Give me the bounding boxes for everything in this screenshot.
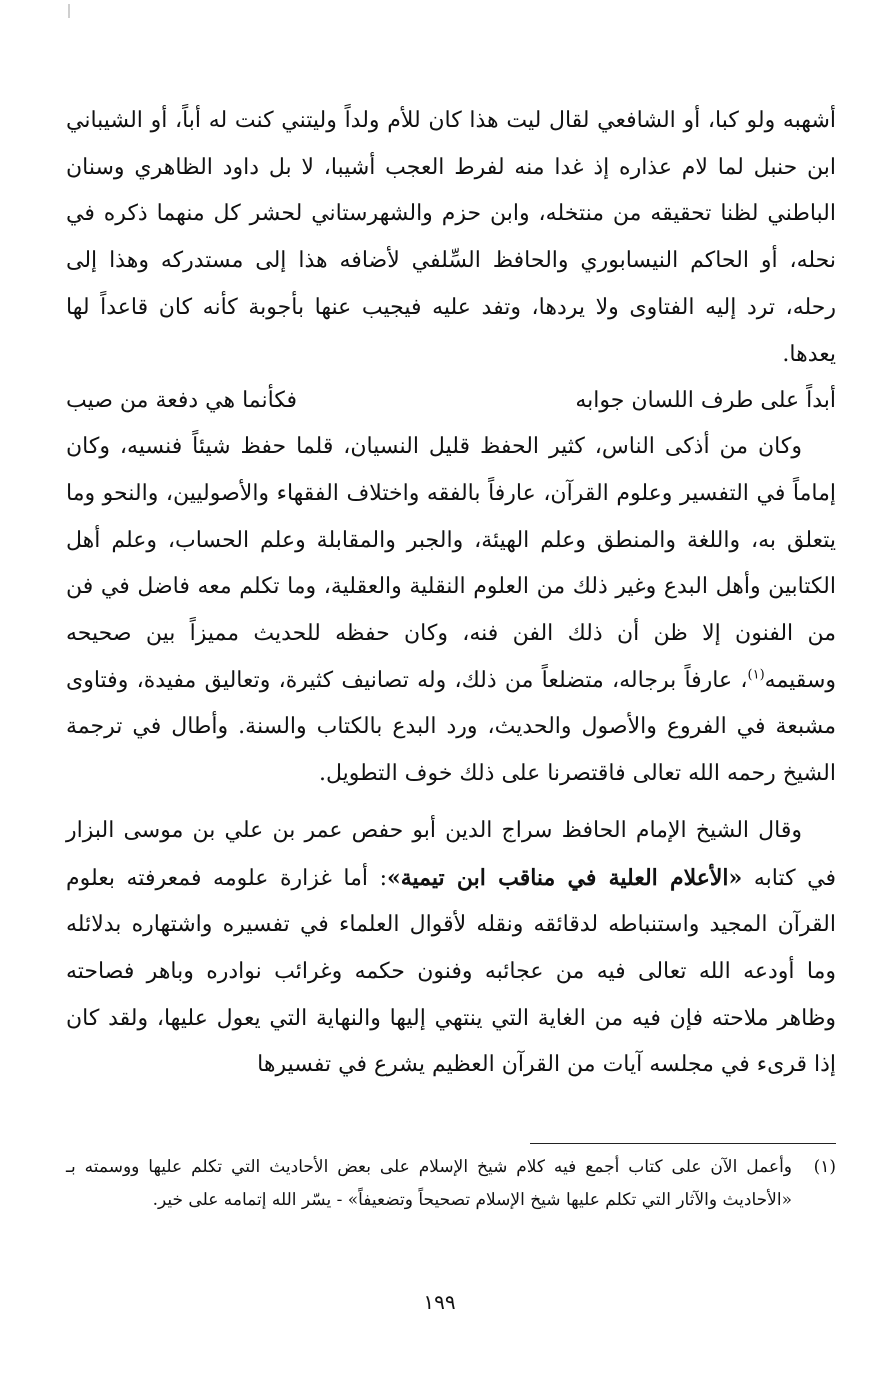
paragraph-3-part-1: وقال الشيخ الإمام الحافظ سراج الدين أبو حفص عمر بن علي بن موسى البزار في كتابه [66,817,836,891]
verse-first-hemistich: أبداً على طرف اللسان جوابه [575,388,836,414]
paragraph-2 [66,424,836,798]
paragraph-2-part-2: ، عارفاً برجاله، متضلعاً من ذلك، وله تصانيف كثيرة، وتعاليق مفيدة، وفتاوى مشبعة في الفروع والأصول والحديث، ورد البدع بالكتاب والسنة. وأطال في ترجمة الشيخ رحمه الله تعالى فاقتصرنا على ذلك خوف التطويل. [66,667,836,787]
scan-mark [68,4,70,18]
poetry-verse [66,378,836,424]
footnote-number: (١) [813,1157,836,1177]
book-title: «الأعلام العلية في مناقب ابن تيمية» [387,864,743,891]
verse-second-hemistich: فكأنما هي دفعة من صيب [66,388,297,414]
footnote-separator [530,1143,836,1144]
footnote-text: وأعمل الآن على كتاب أجمع فيه كلام شيخ الإسلام على بعض الأحاديث التي تكلم عليها ووسمته بـ «الأحاديث والآثار التي تكلم عليها شيخ الإسلام تصحيحاً وتضعيفاً» - يسّر الله إتمامه على خير. [66,1157,792,1210]
page-number: ١٩٩ [423,1290,456,1314]
paragraph-2-part-1: وكان من أذكى الناس، كثير الحفظ قليل النسيان، قلما حفظ شيئاً فنسيه، وكان إماماً في التفسير وعلوم القرآن، عارفاً بالفقه واختلاف الفقهاء والأصوليين، والنحو وما يتعلق به، واللغة والمنطق وعلم الهيئة، والجبر والمقابلة وعلم الحساب، وعلم أهل الكتابين وأهل البدع وغير ذلك من العلوم النقلية والعقلية، وما تكلم معه فاضل في فن من الفنون إلا ظن أن ذلك الفن فنه، وكان حفظه للحديث مميزاً بين صحيحه وسقيمه [66,434,836,693]
footnotes [66,1151,836,1217]
footnote-reference: (١) [747,667,765,683]
main-text [66,98,836,1089]
footnote-1 [66,1151,836,1217]
paragraph-3-part-2: : أما غزارة علومه فمعرفته بعلوم القرآن المجيد واستنباطه لدقائقه ونقله لأقوال العلماء في تفسيره واشتهاره بدلائله وما أودعه الله تعالى فيه من عجائبه وفنون حكمه وغرائب نوادره وباهر فصاحته وظاهر ملاحته فإن فيه من الغاية التي ينتهي إليها والنهاية التي يعول عليها، ولقد كان إذا قرىء في مجلسه آيات من القرآن العظيم يشرع في تفسيرها [66,865,836,1078]
paragraph-3 [66,808,836,1089]
paragraph-1: أشهبه ولو كبا، أو الشافعي لقال ليت هذا كان للأم ولداً وليتني كنت له أباً، أو الشيباني ابن حنبل لما لام عذاره إذ غدا منه لفرط العجب أشيبا، لا بل داود الظاهري وسنان الباطني لظنا تحقيقه من منتخله، وابن حزم والشهرستاني لحشر كل منهما ذكره في نحله، أو الحاكم النيسابوري والحافظ السِّلفي لأضافه هذا إلى مستدركه وهذا إلى رحله، ترد إليه الفتاوى ولا يردها، وتفد عليه فيجيب عنها بأجوبة كأنه كان قاعداً لها يعدها. [66,108,836,367]
